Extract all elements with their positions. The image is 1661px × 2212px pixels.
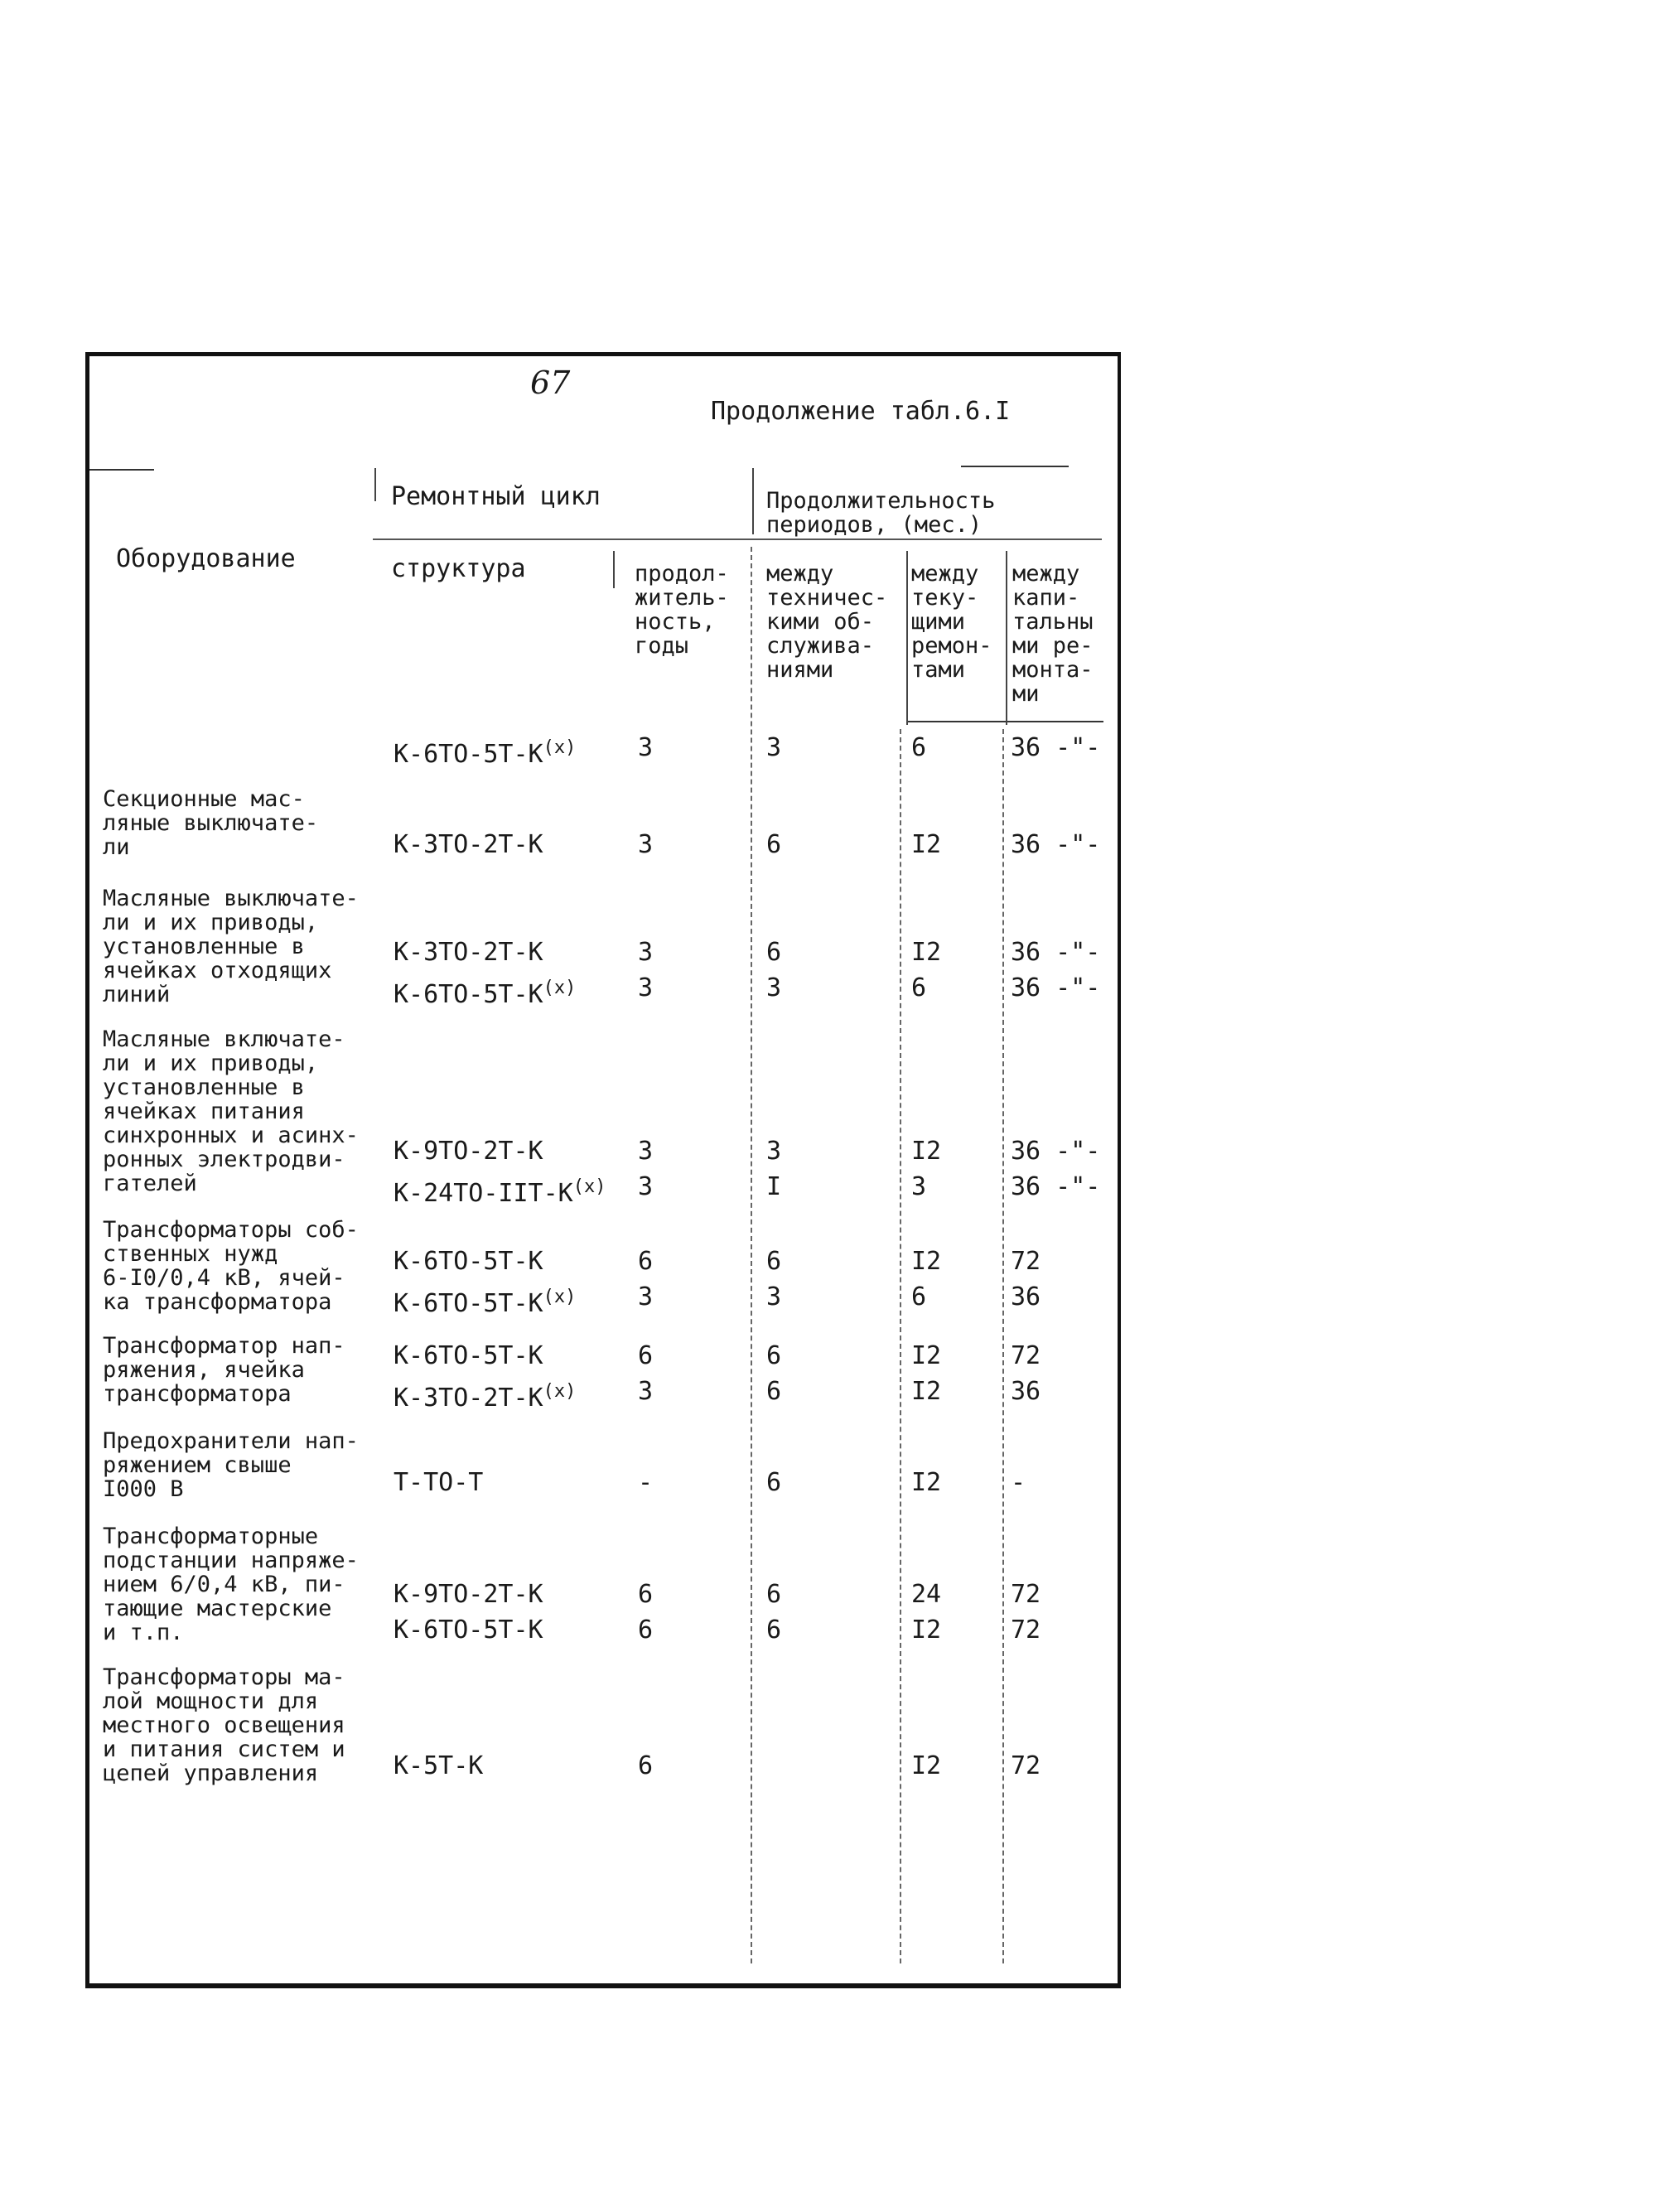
period-current-repair: I2: [911, 1751, 942, 1780]
table-caption: Продолжение табл.6.I: [711, 397, 1011, 426]
period-maintenance: 3: [766, 973, 782, 1002]
period-capital-repair: 36 -"-: [1011, 733, 1101, 762]
period-capital-repair: 36 -"-: [1011, 973, 1101, 1002]
col-rule-current: [906, 551, 908, 725]
repair-structure: $К-3ТО-2Т-К^{(x)}$: [394, 1381, 577, 1413]
period-maintenance: 6: [766, 1616, 782, 1645]
period-capital-repair: 72: [1011, 1341, 1041, 1370]
cycle-duration-years: 3: [638, 1282, 654, 1311]
repair-structure: $К-6ТО-5Т-К^{(x)}$: [394, 1287, 577, 1318]
period-capital-repair: 72: [1011, 1751, 1041, 1780]
cycle-duration-years: 3: [638, 1377, 654, 1406]
equipment-name: Трансформаторные подстанции напряже- нием 6/0,4 кВ, пи- тающие мастерские и т.п.: [103, 1524, 359, 1645]
cycle-duration-years: 3: [638, 973, 654, 1002]
equipment-name: Секционные мас- ляные выключате- ли: [103, 786, 319, 860]
period-maintenance: 3: [766, 733, 782, 762]
period-capital-repair: 36: [1011, 1377, 1041, 1406]
col-rule-structure: [374, 468, 376, 501]
header-structure: структура: [391, 554, 526, 583]
period-capital-repair: 72: [1011, 1247, 1041, 1276]
period-current-repair: 6: [911, 973, 927, 1002]
cycle-duration-years: 6: [638, 1751, 654, 1780]
header-between-current: между теку- щими ремон- тами: [911, 561, 992, 683]
footnote-mark: (x): [543, 978, 577, 998]
repair-structure: $К-6ТО-5Т-К^{(x)}$: [394, 978, 577, 1009]
period-current-repair: I2: [911, 1468, 942, 1497]
header-repair-cycle: Ремонтный цикл: [391, 482, 601, 511]
repair-structure: К-5Т-К: [394, 1751, 484, 1780]
repair-structure: К-6ТО-5Т-К: [394, 1616, 543, 1645]
equipment-name: Предохранители нап- ряжением свыше I000 В: [103, 1428, 359, 1502]
header-rule-mid: [373, 539, 1102, 540]
period-current-repair: I2: [911, 1247, 942, 1276]
period-capital-repair: 36: [1011, 1282, 1041, 1311]
period-current-repair: I2: [911, 1616, 942, 1645]
period-maintenance: 6: [766, 1468, 782, 1497]
header-rule-left: [89, 469, 154, 471]
equipment-name: Трансформатор нап- ряжения, ячейка трансформатора: [103, 1333, 345, 1407]
col-rule-duration: [613, 551, 615, 588]
period-capital-repair: 36 -"-: [1011, 830, 1101, 859]
header-equipment: Оборудование: [116, 544, 296, 573]
page-number: 67: [530, 365, 571, 401]
period-current-repair: I2: [911, 1377, 942, 1406]
footnote-mark: (x): [543, 1381, 577, 1402]
footnote-mark: (x): [543, 737, 577, 758]
header-periods: Продолжительность периодов, (мес.): [766, 488, 996, 538]
repair-structure: Т-ТО-Т: [394, 1468, 484, 1497]
period-capital-repair: 72: [1011, 1616, 1041, 1645]
header-between-maintenance: между техничес- кими об- служива- ниями: [766, 561, 888, 683]
period-capital-repair: -: [1011, 1468, 1026, 1497]
col-rule-maint: [751, 547, 754, 1963]
period-capital-repair: 72: [1011, 1580, 1041, 1609]
footnote-mark: (x): [543, 1287, 577, 1307]
cycle-duration-years: 3: [638, 830, 654, 859]
equipment-name: Трансформаторы ма- лой мощности для местного освещения и питания систем и цепей управления: [103, 1664, 345, 1786]
equipment-name: Масляные включате- ли и их приводы, установленные в ячейках питания синхронных и асинх- ронных электродви- гателей: [103, 1026, 359, 1196]
period-maintenance: 6: [766, 1377, 782, 1406]
repair-structure: К-9ТО-2Т-К: [394, 1137, 543, 1166]
period-current-repair: 6: [911, 733, 927, 762]
repair-structure: К-6ТО-5Т-К: [394, 1247, 543, 1276]
period-capital-repair: 36 -"-: [1011, 1172, 1101, 1201]
repair-structure: К-6ТО-5Т-К: [394, 1341, 543, 1370]
period-maintenance: 6: [766, 830, 782, 859]
cycle-duration-years: 6: [638, 1247, 654, 1276]
cycle-duration-years: 3: [638, 733, 654, 762]
col-rule-periods: [752, 468, 754, 534]
period-maintenance: 6: [766, 1580, 782, 1609]
repair-structure: $К-24ТО-IIТ-К^{(x)}$: [394, 1176, 606, 1208]
period-maintenance: 3: [766, 1282, 782, 1311]
cycle-duration-years: 3: [638, 1172, 654, 1201]
header-between-capital: между капи- тальны ми ре- монта- ми: [1012, 561, 1094, 707]
period-maintenance: 3: [766, 1137, 782, 1166]
repair-structure: $К-6ТО-5Т-К^{(x)}$: [394, 737, 577, 769]
equipment-name: Масляные выключате- ли и их приводы, установленные в ячейках отходящих линий: [103, 886, 359, 1007]
col-rule-current-body: [900, 729, 903, 1963]
period-current-repair: I2: [911, 938, 942, 967]
period-current-repair: 3: [911, 1172, 927, 1201]
repair-structure: К-3ТО-2Т-К: [394, 830, 543, 859]
period-current-repair: 6: [911, 1282, 927, 1311]
period-maintenance: 6: [766, 1341, 782, 1370]
cycle-duration-years: 6: [638, 1341, 654, 1370]
repair-structure: К-9ТО-2Т-К: [394, 1580, 543, 1609]
header-duration-years: продол- житель- ность, годы: [635, 561, 729, 659]
period-current-repair: I2: [911, 830, 942, 859]
cycle-duration-years: 3: [638, 1137, 654, 1166]
period-maintenance: 6: [766, 1247, 782, 1276]
footnote-mark: (x): [572, 1176, 606, 1197]
col-rule-capital: [1006, 551, 1007, 725]
col-rule-capital-body: [1002, 729, 1006, 1963]
equipment-name: Трансформаторы соб- ственных нужд 6-I0/0,4 кВ, ячей- ка трансформатора: [103, 1217, 359, 1315]
period-current-repair: 24: [911, 1580, 942, 1609]
period-maintenance: 6: [766, 938, 782, 967]
cycle-duration-years: -: [638, 1468, 654, 1497]
cycle-duration-years: 6: [638, 1616, 654, 1645]
period-current-repair: I2: [911, 1137, 942, 1166]
cycle-duration-years: 3: [638, 938, 654, 967]
period-maintenance: I: [766, 1172, 782, 1201]
period-capital-repair: 36 -"-: [1011, 938, 1101, 967]
header-rule-right: [961, 466, 1069, 467]
period-capital-repair: 36 -"-: [1011, 1137, 1101, 1166]
cycle-duration-years: 6: [638, 1580, 654, 1609]
period-current-repair: I2: [911, 1341, 942, 1370]
repair-structure: К-3ТО-2Т-К: [394, 938, 543, 967]
